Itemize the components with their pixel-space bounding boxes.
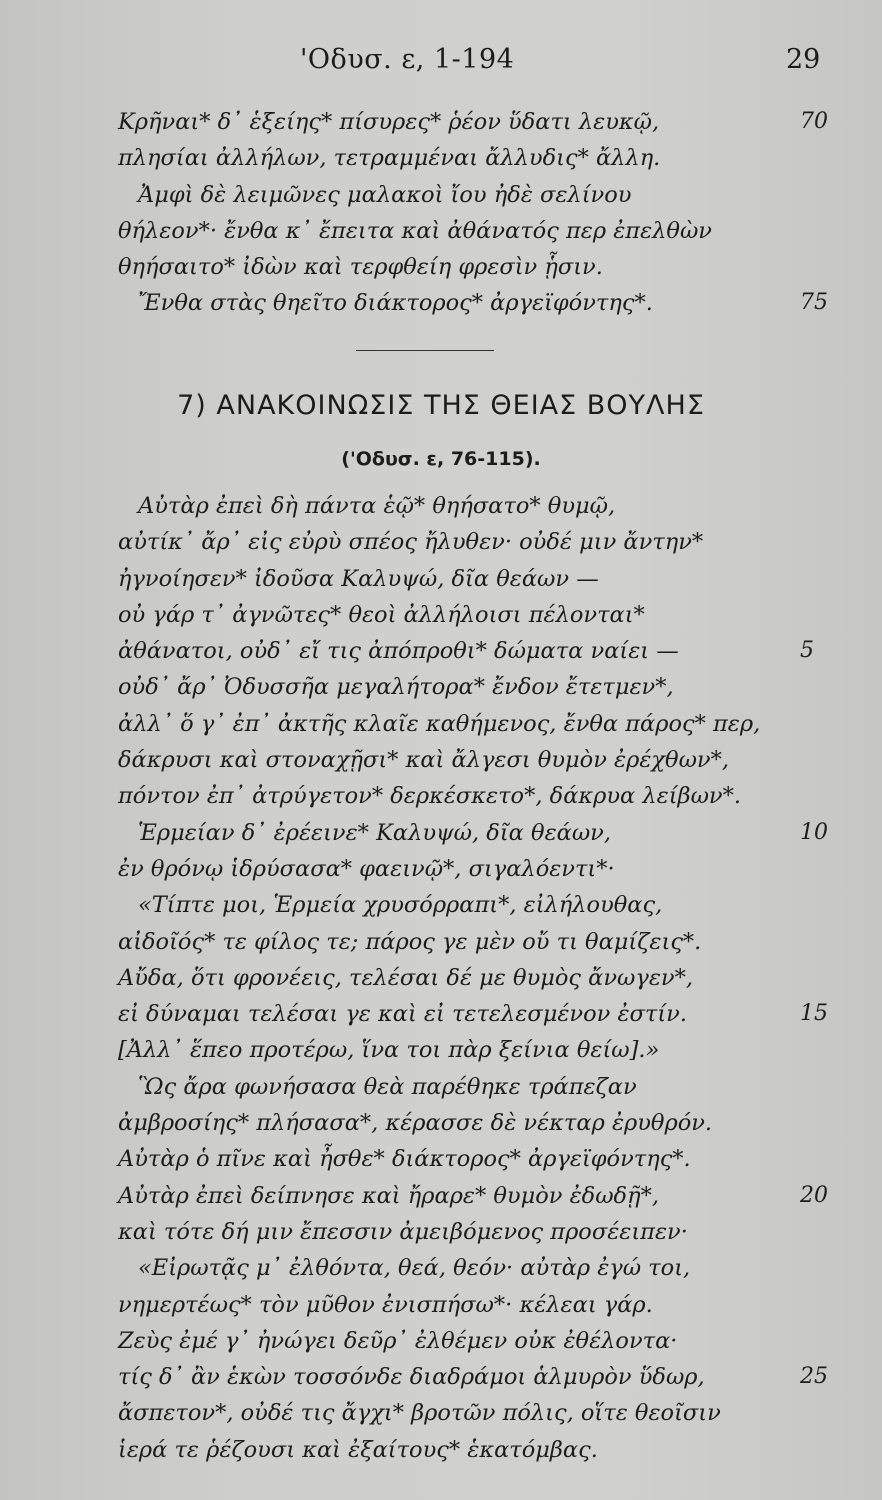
verse-line	[118, 213, 838, 249]
verse-line	[118, 1105, 838, 1141]
verse-line	[118, 633, 838, 669]
verse-text: νημερτέως* τὸν μῦθον ἐνισπήσω*· κέλεαι γάρ.	[118, 1291, 653, 1318]
verse-line	[118, 177, 838, 213]
verse-line	[118, 887, 838, 923]
verse-line	[118, 778, 838, 814]
line-number: 5	[800, 638, 814, 664]
verse-text: τίς δ᾽ ἂν ἑκὼν τοσσόνδε διαδράμοι ἁλμυρὸν ὕδωρ,	[118, 1364, 705, 1391]
verse-line	[118, 561, 838, 597]
verse-text: Ἔνθα στὰς θηεῖτο διάκτορος* ἀργεϊφόντης*.	[138, 290, 653, 317]
section-subtitle: ('Οδυσ. ε, 76-115).	[341, 448, 541, 470]
verse-text: θηήσαιτο* ἰδὼν καὶ τερφθείη φρεσὶν ᾗσιν.	[118, 254, 603, 281]
line-number: 75	[800, 290, 828, 316]
verse-text: Αὐτὰρ ἐπεὶ δείπνησε καὶ ἤραρε* θυμὸν ἐδωδῇ*,	[118, 1182, 659, 1209]
section-divider	[356, 350, 494, 351]
line-number: 10	[800, 819, 828, 845]
verse-text: πόντον ἐπ᾽ ἀτρύγετον* δερκέσκετο*, δάκρυα λείβων*.	[118, 783, 741, 810]
verse-line	[118, 1032, 838, 1068]
verse-text: ἠγνοίησεν* ἰδοῦσα Καλυψώ, δῖα θεάων —	[118, 565, 599, 592]
verse-text: Αὐτὰρ ἐπεὶ δὴ πάντα ἑῷ* θηήσατο* θυμῷ,	[138, 493, 616, 519]
verse-line	[118, 1432, 838, 1468]
verse-line	[118, 815, 838, 851]
verse-text: ἐν θρόνῳ ἱδρύσασα* φαεινῷ*, σιγαλόεντι*·	[118, 855, 615, 882]
verse-text: Ἀμφὶ δὲ λειμῶνες μαλακοὶ ἴου ἠδὲ σελίνου	[138, 181, 632, 208]
verse-line	[118, 1178, 838, 1214]
verse-text: θήλεον*· ἔνθα κ᾽ ἔπειτα καὶ ἀθάνατός περ ἐπελθὼν	[118, 217, 712, 244]
verse-text: ἀλλ᾽ ὅ γ᾽ ἐπ᾽ ἀκτῆς κλαῖε καθήμενος, ἔνθα πάρος* περ,	[118, 710, 761, 737]
verse-text: εἰ δύναμαι τελέσαι γε καὶ εἰ τετελεσμένον ἐστίν.	[118, 1001, 687, 1028]
verse-text: δάκρυσι καὶ στοναχῇσι* καὶ ἄλγεσι θυμὸν ἐρέχθων*,	[118, 747, 730, 774]
running-head	[0, 44, 882, 84]
verse-text: αὐτίκ᾽ ἄρ᾽ εἰς εὐρὺ σπέος ἤλυθεν· οὐδέ μιν ἄντην*	[118, 529, 704, 556]
verse-line	[118, 1069, 838, 1105]
verse-text: «Τίπτε μοι, Ἑρμεία χρυσόρραπι*, εἰλήλουθας,	[138, 892, 663, 919]
verse-line	[118, 1141, 838, 1177]
verse-text: αἰδοῖός* τε φίλος τε; πάρος γε μὲν οὔ τι θαμίζεις*.	[118, 928, 702, 955]
verse-text: ἀμβροσίης* πλήσασα*, κέρασσε δὲ νέκταρ ἐρυθρόν.	[118, 1110, 713, 1137]
verse-line	[118, 1250, 838, 1286]
verse-block-main	[118, 488, 838, 1468]
verse-line	[118, 960, 838, 996]
verse-text: Ὣς ἄρα φωνήσασα θεὰ παρέθηκε τράπεζαν	[138, 1073, 637, 1100]
verse-text: Αὔδα, ὅτι φρονέεις, τελέσαι δέ με θυμὸς ἄνωγεν*,	[118, 964, 693, 991]
section-title: 7) ΑΝΑΚΟΙΝΩΣΙΣ ΤΗΣ ΘΕΙΑΣ ΒΟΥΛΗΣ	[177, 390, 705, 421]
verse-line	[118, 140, 838, 176]
verse-line	[118, 249, 838, 285]
verse-text: πλησίαι ἀλλήλων, τετραμμέναι ἄλλυδις* ἄλλη.	[118, 145, 661, 172]
verse-line	[118, 1359, 838, 1395]
verse-line	[118, 285, 838, 321]
verse-text: ἄσπετον*, οὐδέ τις ἄγχι* βροτῶν πόλις, οἵτε θεοῖσιν	[118, 1400, 721, 1427]
line-number: 15	[800, 1001, 828, 1027]
verse-line	[118, 742, 838, 778]
verse-line	[118, 851, 838, 887]
verse-line	[118, 104, 838, 140]
line-number: 20	[800, 1182, 828, 1208]
verse-text: οὐ γάρ τ᾽ ἀγνῶτες* θεοὶ ἀλλήλοισι πέλονται*	[118, 601, 645, 628]
verse-line	[118, 706, 838, 742]
verse-text: Ζεὺς ἐμέ γ᾽ ἠνώγει δεῦρ᾽ ἐλθέμεν οὐκ ἐθέλοντα·	[118, 1327, 678, 1354]
verse-line	[118, 1395, 838, 1431]
verse-text: Ἑρμείαν δ᾽ ἐρέεινε* Καλυψώ, δῖα θεάων,	[138, 819, 612, 846]
verse-line	[118, 488, 838, 524]
verse-text: ἀθάνατοι, οὐδ᾽ εἴ τις ἀπόπροθι* δώματα ναίει —	[118, 638, 679, 665]
verse-line	[118, 996, 838, 1032]
line-number: 25	[800, 1364, 828, 1390]
verse-line	[118, 924, 838, 960]
running-head-title: 'Οδυσ. ε, 1-194	[300, 44, 515, 75]
verse-text: [Ἀλλ᾽ ἕπεο προτέρω, ἵνα τοι πὰρ ξείνια θείω].»	[118, 1037, 660, 1064]
verse-line	[118, 1323, 838, 1359]
verse-line	[118, 597, 838, 633]
verse-line	[118, 1287, 838, 1323]
verse-text: Αὐτὰρ ὁ πῖνε καὶ ἦσθε* διάκτορος* ἀργεϊφόντης*.	[118, 1146, 691, 1173]
verse-text: οὐδ᾽ ἄρ᾽ Ὀδυσσῆα μεγαλήτορα* ἔνδον ἔτετμεν*,	[118, 674, 674, 701]
verse-text: Κρῆναι* δ᾽ ἑξείης* πίσυρες* ῥέον ὕδατι λευκῷ,	[118, 109, 660, 135]
verse-line	[118, 1214, 838, 1250]
verse-text: ἱερά τε ῥέζουσι καὶ ἐξαίτους* ἑκατόμβας.	[118, 1436, 598, 1463]
page-number: 29	[786, 44, 821, 75]
line-number: 70	[800, 109, 828, 134]
verse-line	[118, 669, 838, 705]
verse-block-top	[118, 104, 838, 322]
verse-text: καὶ τότε δή μιν ἔπεσσιν ἀμειβόμενος προσέειπεν·	[118, 1218, 688, 1245]
verse-line	[118, 524, 838, 560]
verse-text: «Εἰρωτᾷς μ᾽ ἐλθόντα, θεά, θεόν· αὐτὰρ ἐγώ τοι,	[138, 1255, 691, 1282]
